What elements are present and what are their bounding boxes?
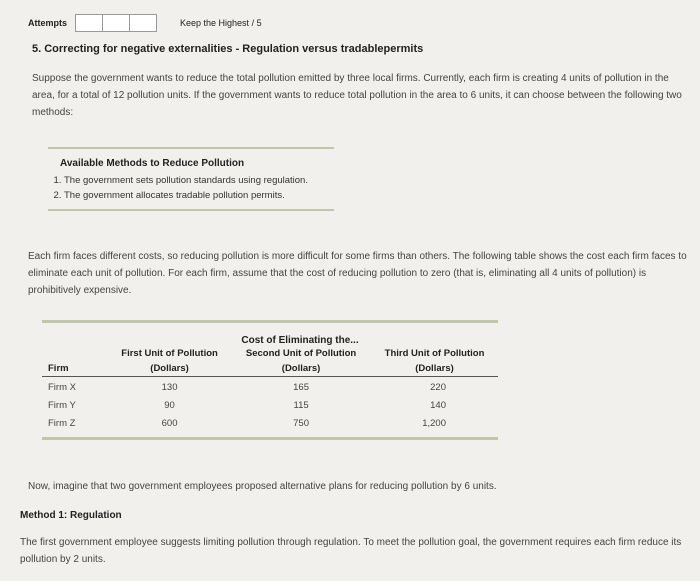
cost-first: 600	[161, 418, 178, 429]
table-header-row	[42, 346, 498, 361]
header-first-units: (Dollars)	[108, 361, 231, 377]
intro-paragraph: Suppose the government wants to reduce the total pollution emitted by three local firms. Currently, each firm is creating 4 units of pollution in the area, for a total of 12 pollution units. If the government wants to reduce total pollution in the area to 6 units, it can choose between the following two methods:	[32, 73, 682, 118]
keep-highest-label: Keep the Highest / 5	[180, 18, 262, 28]
firm-name: Firm Y	[48, 400, 76, 411]
methods-title: Available Methods to Reduce Pollution	[60, 158, 245, 169]
question-title: 5. Correcting for negative externalities - Regulation versus tradablepermits	[32, 43, 424, 55]
attempts-boxes	[75, 14, 156, 32]
attempt-box	[75, 14, 103, 32]
header-third-line1: Third Unit of Pollution	[384, 348, 485, 359]
firm-name: Firm X	[48, 382, 76, 393]
cost-third: 1,200	[422, 418, 446, 429]
table-top-rule	[42, 320, 498, 323]
cost-third: 140	[430, 400, 446, 411]
methods-top-rule	[48, 147, 334, 149]
table-row	[42, 377, 498, 396]
cost-second: 750	[293, 418, 309, 429]
attempt-box	[102, 14, 130, 32]
cost-second: 165	[293, 382, 309, 393]
method-item: 2. The government allocates tradable pollution permits.	[64, 188, 334, 203]
header-third-units: (Dollars)	[371, 361, 498, 377]
firm-name: Firm Z	[48, 418, 76, 429]
header-second-line1: Second Unit of Pollution	[245, 348, 357, 359]
header-second-units: (Dollars)	[231, 361, 371, 377]
methods-list	[48, 173, 334, 203]
cost-third: 220	[430, 382, 446, 393]
methods-bottom-rule	[48, 209, 334, 211]
header-first-line1: First Unit of Pollution	[121, 348, 218, 359]
table-header-row	[42, 361, 498, 377]
cost-second: 115	[293, 400, 309, 411]
method1-heading: Method 1: Regulation	[20, 510, 122, 521]
table-row	[42, 413, 498, 431]
method1-paragraph: The first government employee suggests limiting pollution through regulation. To meet the pollution goal, the government requires each firm reduce its pollution by 2 units.	[20, 537, 682, 565]
attempts-bar	[28, 14, 262, 32]
header-firm: Firm	[42, 361, 108, 377]
cost-table-container	[42, 320, 498, 440]
attempts-label: Attempts	[28, 18, 68, 28]
cost-first: 130	[161, 382, 178, 393]
methods-box	[48, 147, 334, 211]
method-item: 1. The government sets pollution standards using regulation.	[64, 173, 334, 188]
table-bottom-rule	[42, 437, 498, 440]
cost-first: 90	[164, 400, 175, 411]
cost-table	[42, 346, 498, 431]
costs-intro-paragraph: Each firm faces different costs, so reducing pollution is more difficult for some firms than others. The following table shows the cost each firm faces to eliminate each unit of pollution. For each firm, assume that the cost of reducing pollution to zero (that is, eliminating all 4 units of pollution) is prohibitively expensive.	[28, 251, 687, 296]
header-firm-line1	[42, 346, 108, 361]
alternatives-paragraph: Now, imagine that two government employees proposed alternative plans for reducing pollution by 6 units.	[28, 481, 497, 492]
cost-group-header: Cost of Eliminating the...	[241, 335, 359, 346]
attempt-box	[129, 14, 157, 32]
table-row	[42, 395, 498, 413]
